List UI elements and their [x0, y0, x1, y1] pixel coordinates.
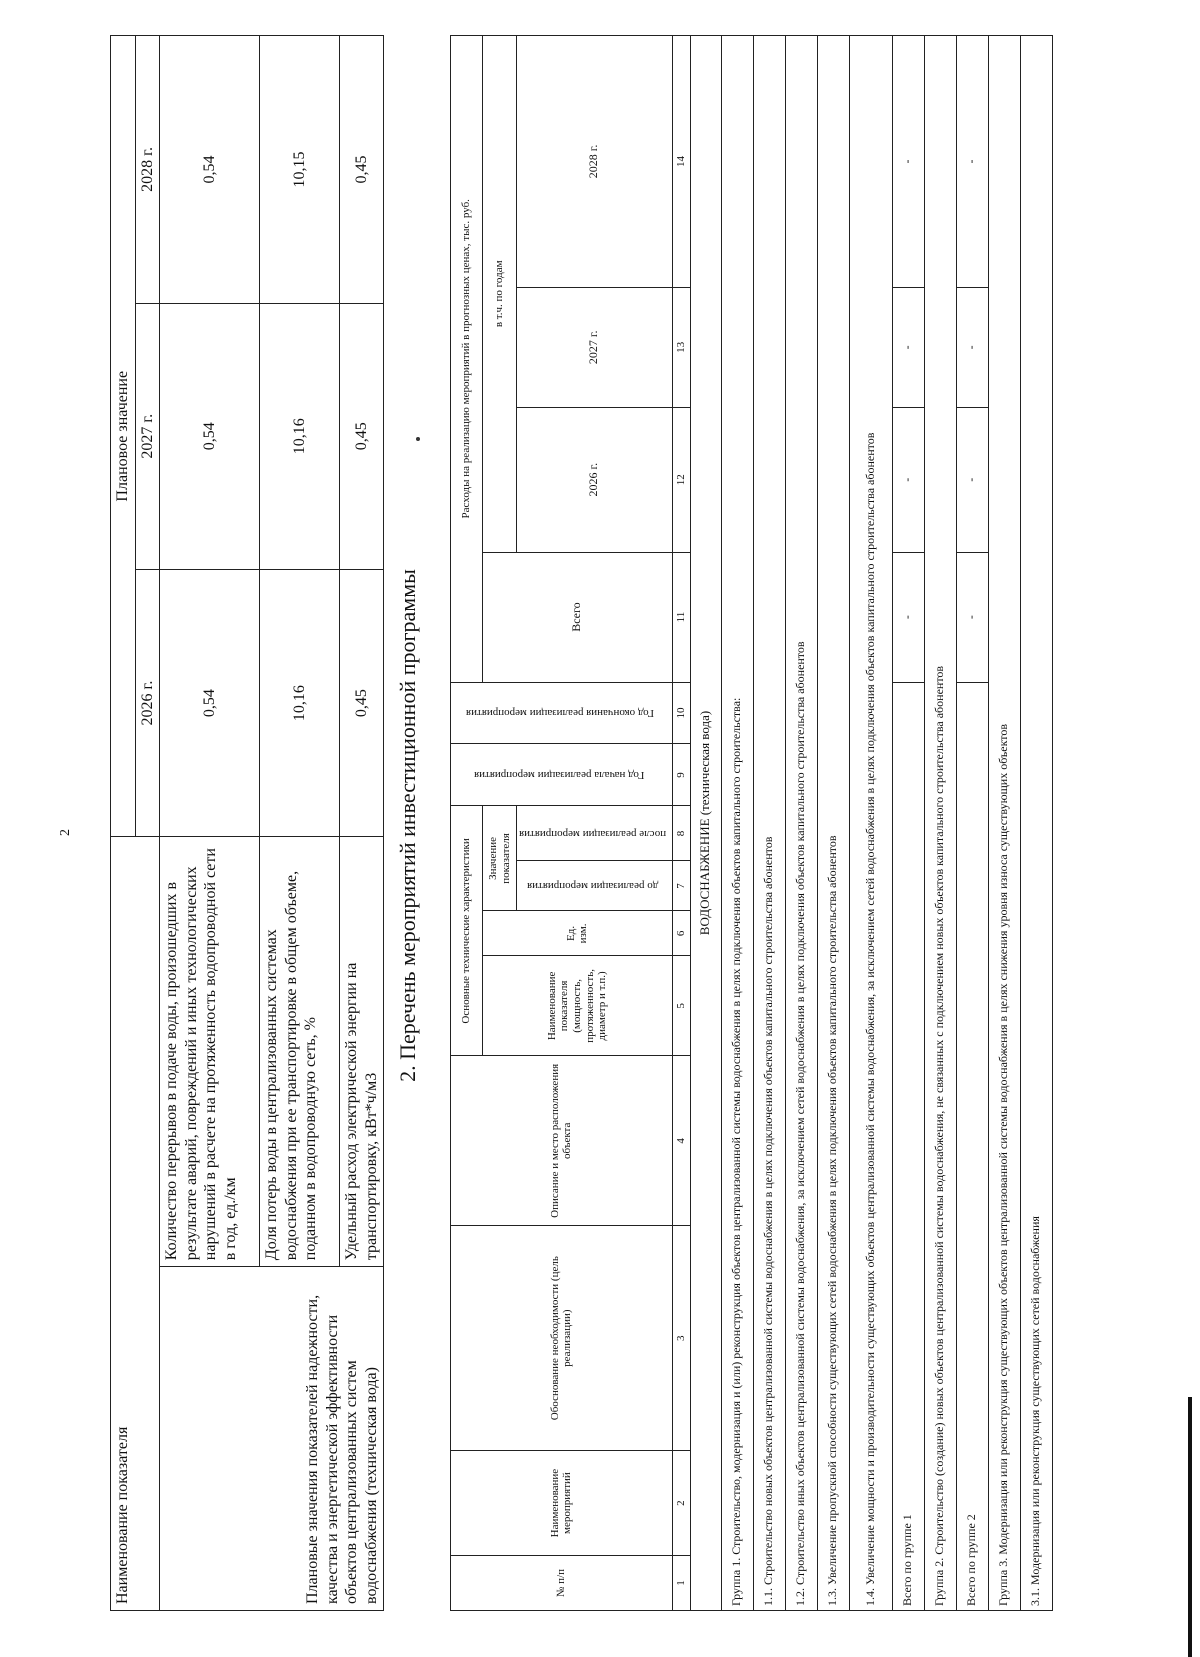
scan-edge-mark: [1188, 1397, 1192, 1657]
table-row: 1.2. Строительство иных объектов централизованной системы водоснабжения, за исключением сетей водоснабжения в целях подключения объектов капитального строительства абонентов: [785, 36, 817, 1611]
indicator-value: 0,45: [340, 569, 384, 837]
col-number: 2: [672, 1451, 690, 1556]
table-row: Группа 3. Модернизация или реконструкция существующих объектов централизованной системы водоснабжения в целях снижения уровня износа существующих объектов: [988, 36, 1020, 1611]
header-year-2028: 2028 г.: [135, 36, 160, 304]
col-number: 1: [672, 1556, 690, 1611]
header-year-2027: 2027 г.: [135, 303, 160, 569]
col-number: 10: [672, 682, 690, 744]
table-row: 3.1. Модернизация или реконструкция существующих сетей водоснабжения: [1020, 36, 1052, 1611]
col-number: 7: [672, 861, 690, 911]
table-row: Группа 2. Строительство (создание) новых объектов централизованной системы водоснабжения, не связанных с подключением новых объектов капитального строительства абонентов: [924, 36, 956, 1611]
section-water-supply: ВОДОСНАБЖЕНИЕ (техническая вода): [690, 36, 721, 1611]
indicator-row-name: Количество перерывов в подаче воды, произошедших в результате аварий, повреждений и иных технологических нарушений в расчете на протяженность водопроводной сети в год, ед./км: [160, 837, 260, 1267]
header-year-start: Год начала реализации мероприятия: [451, 744, 673, 806]
total-value: -: [892, 407, 924, 552]
indicator-value: 0,45: [340, 36, 384, 304]
col-number: 5: [672, 956, 690, 1056]
indicator-value: 0,54: [160, 36, 260, 304]
table-row: 1.1. Строительство новых объектов централизованной системы водоснабжения в целях подключения объектов капитального строительства абонентов: [753, 36, 785, 1611]
header-after: после реализации мероприятия: [517, 806, 673, 861]
col-number: 14: [672, 36, 690, 288]
table-row: 1.4. Увеличение мощности и производительности существующих объектов централизованной системы водоснабжения, за исключением сетей водоснабжения в целях подключения объектов капитального строительства абонентов: [849, 36, 892, 1611]
table-row: 1.3. Увеличение пропускной способности существующих сетей водоснабжения в целях подключения объектов капитального строительства абонентов: [817, 36, 849, 1611]
header-num: № п/п: [451, 1556, 673, 1611]
header-year-2028: 2028 г.: [517, 36, 673, 288]
header-justification: Обоснование необходимости (цель реализации): [451, 1226, 673, 1451]
header-costs: Расходы на реализацию мероприятий в прогнозных ценах, тыс. руб.: [451, 36, 483, 683]
total-value: -: [892, 552, 924, 682]
header-before: до реализации мероприятия: [517, 861, 673, 911]
header-indicator-name: Наименование показателя (мощность, протяженность, диаметр и т.п.): [483, 956, 673, 1056]
table-row: Группа 1. Строительство, модернизация и (или) реконструкция объектов централизованной системы водоснабжения в целях подключения объектов капитального строительства:: [721, 36, 753, 1611]
indicator-row-name: Доля потерь воды в централизованных системах водоснабжения при ее транспортировке в общем объеме, поданном в водопроводную сеть, %: [260, 837, 340, 1267]
total-value: -: [956, 287, 988, 407]
total-value: -: [956, 36, 988, 288]
header-plan-value: Плановое значение: [111, 36, 136, 837]
total-value: -: [956, 407, 988, 552]
header-year-2026: 2026 г.: [135, 569, 160, 837]
indicator-value: 0,54: [160, 569, 260, 837]
header-measure-name: Наименование мероприятий: [451, 1451, 673, 1556]
measures-table: [450, 35, 1053, 1611]
col-number: 12: [672, 407, 690, 552]
total-value: -: [956, 552, 988, 682]
indicator-value: 10,15: [260, 36, 340, 304]
header-indicator-name: Наименование показателя: [111, 837, 160, 1611]
col-number: 8: [672, 806, 690, 861]
header-tech-characteristics: Основные технические характеристики: [451, 806, 483, 1056]
indicator-row-name: Удельный расход электрической энергии на транспортировку, кВт*ч/м3: [340, 837, 384, 1267]
header-year-2027: 2027 г.: [517, 287, 673, 407]
col-number: 3: [672, 1226, 690, 1451]
indicators-table: [110, 35, 384, 1611]
col-number: 9: [672, 744, 690, 806]
total-value: -: [892, 36, 924, 288]
header-year-end: Год окончания реализации мероприятия: [451, 682, 673, 744]
page-number: 2: [58, 829, 73, 836]
header-total: Всего: [483, 552, 673, 682]
header-description: Описание и место расположения объекта: [451, 1056, 673, 1226]
section-heading: 2. Перечень мероприятий инвестиционной программы: [395, 569, 420, 1082]
header-indicator-value: Значение показателя: [483, 806, 517, 911]
total-group-2-label: Всего по группе 2: [956, 682, 988, 1610]
col-number: 4: [672, 1056, 690, 1226]
col-number: 13: [672, 287, 690, 407]
indicator-value: 0,45: [340, 303, 384, 569]
header-by-years: в т.ч. по годам: [483, 36, 517, 553]
scan-dot: [416, 437, 420, 441]
header-unit: Ед. изм.: [483, 911, 673, 956]
indicator-value: 0,54: [160, 303, 260, 569]
col-number: 11: [672, 552, 690, 682]
indicators-group-label: Плановые значения показателей надежности, качества и энергетической эффективности объектов централизованных систем водоснабжения (техническая вода): [160, 1267, 384, 1611]
indicator-value: 10,16: [260, 303, 340, 569]
total-value: -: [892, 287, 924, 407]
indicator-value: 10,16: [260, 569, 340, 837]
col-number: 6: [672, 911, 690, 956]
total-group-1-label: Всего по группе 1: [892, 682, 924, 1610]
header-year-2026: 2026 г.: [517, 407, 673, 552]
